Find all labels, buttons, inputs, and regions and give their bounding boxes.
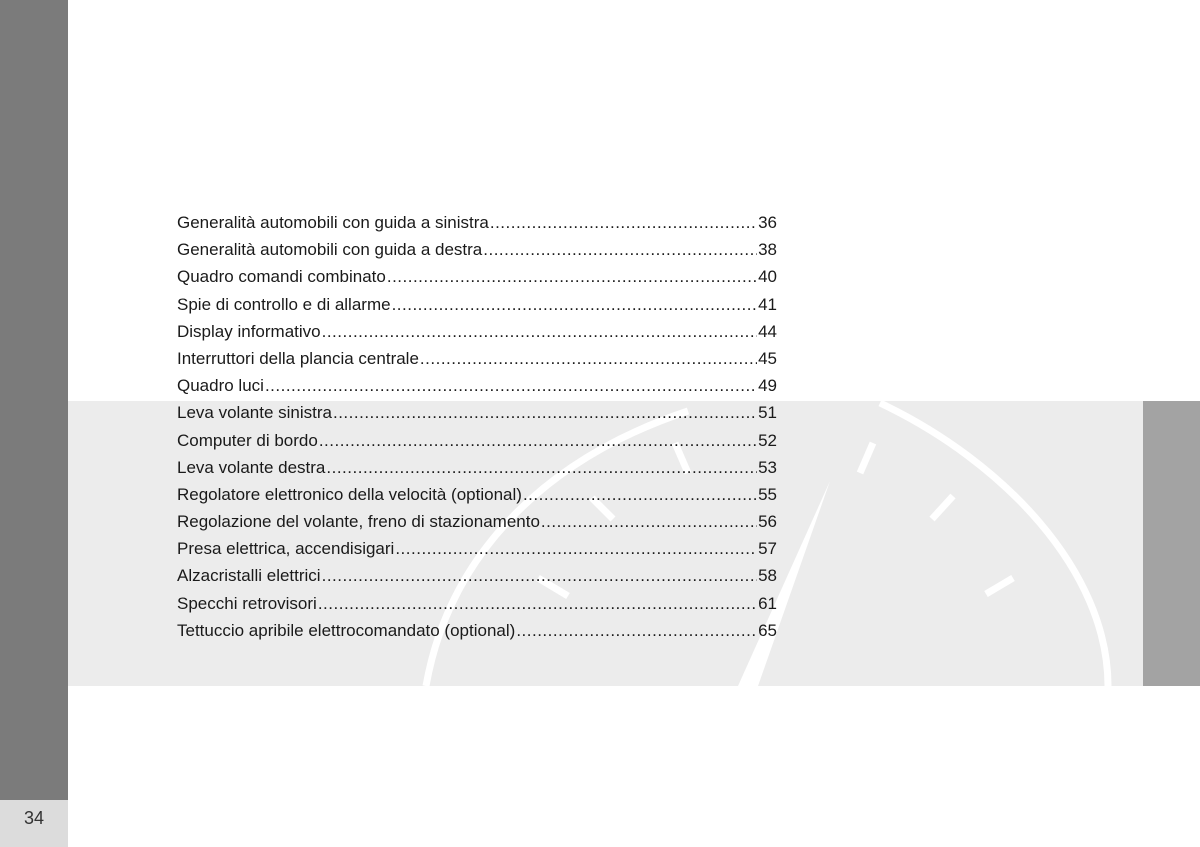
toc-entry-title: Display informativo [177,321,321,341]
toc-leader-dots [523,485,757,502]
toc-entry[interactable] [177,349,777,376]
toc-entry-page: 55 [758,484,777,504]
toc-leader-dots [516,621,757,638]
toc-entry-title: Regolazione del volante, freno di stazionamento [177,512,540,532]
table-of-contents [177,213,777,648]
toc-entry-title: Specchi retrovisori [177,593,317,613]
toc-entry[interactable] [177,512,777,539]
toc-entry[interactable] [177,376,777,403]
toc-entry-title: Leva volante sinistra [177,403,332,423]
toc-entry[interactable] [177,295,777,322]
toc-leader-dots [319,431,757,448]
toc-entry-page: 53 [758,457,777,477]
toc-entry-title: Generalità automobili con guida a destra [177,240,483,260]
toc-entry-title: Quadro comandi combinato [177,267,386,287]
toc-entry-page: 36 [758,213,777,232]
page-number: 34 [23,808,45,828]
toc-entry[interactable] [177,322,777,349]
toc-entry[interactable] [177,213,777,240]
toc-entry[interactable] [177,403,777,430]
toc-leader-dots [420,349,757,366]
toc-entry[interactable] [177,539,777,566]
toc-leader-dots [322,322,757,339]
toc-entry-page: 40 [758,267,777,287]
toc-leader-dots [483,240,757,257]
toc-entry-page: 52 [758,430,777,450]
left-margin-bar [0,0,68,847]
toc-entry-title: Spie di controllo e di allarme [177,294,391,314]
toc-leader-dots [265,376,757,393]
toc-entry-title: Quadro luci [177,376,264,396]
toc-entry-title: Interruttori della plancia centrale [177,348,419,368]
toc-entry-page: 56 [758,512,777,532]
toc-entry-page: 58 [758,566,777,586]
toc-leader-dots [541,512,757,529]
toc-leader-dots [318,594,757,611]
toc-entry-page: 57 [758,539,777,559]
toc-entry[interactable] [177,458,777,485]
toc-entry-page: 49 [758,376,777,396]
toc-entry-page: 41 [758,294,777,314]
toc-entry-page: 44 [758,321,777,341]
toc-entry[interactable] [177,594,777,621]
toc-entry-page: 51 [758,403,777,423]
toc-entry[interactable] [177,267,777,294]
toc-entry-title: Computer di bordo [177,430,318,450]
toc-entry-title: Presa elettrica, accendisigari [177,539,395,559]
section-tab [1143,401,1200,686]
toc-entry-page: 65 [758,620,777,640]
toc-leader-dots [326,458,757,475]
toc-entry-page: 61 [758,593,777,613]
toc-entry-title: Regolatore elettronico della velocità (optional) [177,484,522,504]
toc-entry-title: Tettuccio apribile elettrocomandato (optional) [177,620,516,640]
toc-entry[interactable] [177,240,777,267]
toc-entry[interactable] [177,485,777,512]
toc-entry[interactable] [177,621,777,648]
toc-entry-title: Alzacristalli elettrici [177,566,321,586]
toc-leader-dots [395,539,757,556]
toc-entry-page: 45 [758,348,777,368]
toc-leader-dots [392,295,758,312]
toc-entry[interactable] [177,566,777,593]
toc-leader-dots [387,267,757,284]
toc-leader-dots [490,213,757,230]
toc-leader-dots [322,566,757,583]
toc-entry-title: Leva volante destra [177,457,326,477]
toc-entry[interactable] [177,431,777,458]
toc-entry-page: 38 [758,240,777,260]
toc-entry-title: Generalità automobili con guida a sinistra [177,213,489,232]
toc-leader-dots [333,403,757,420]
